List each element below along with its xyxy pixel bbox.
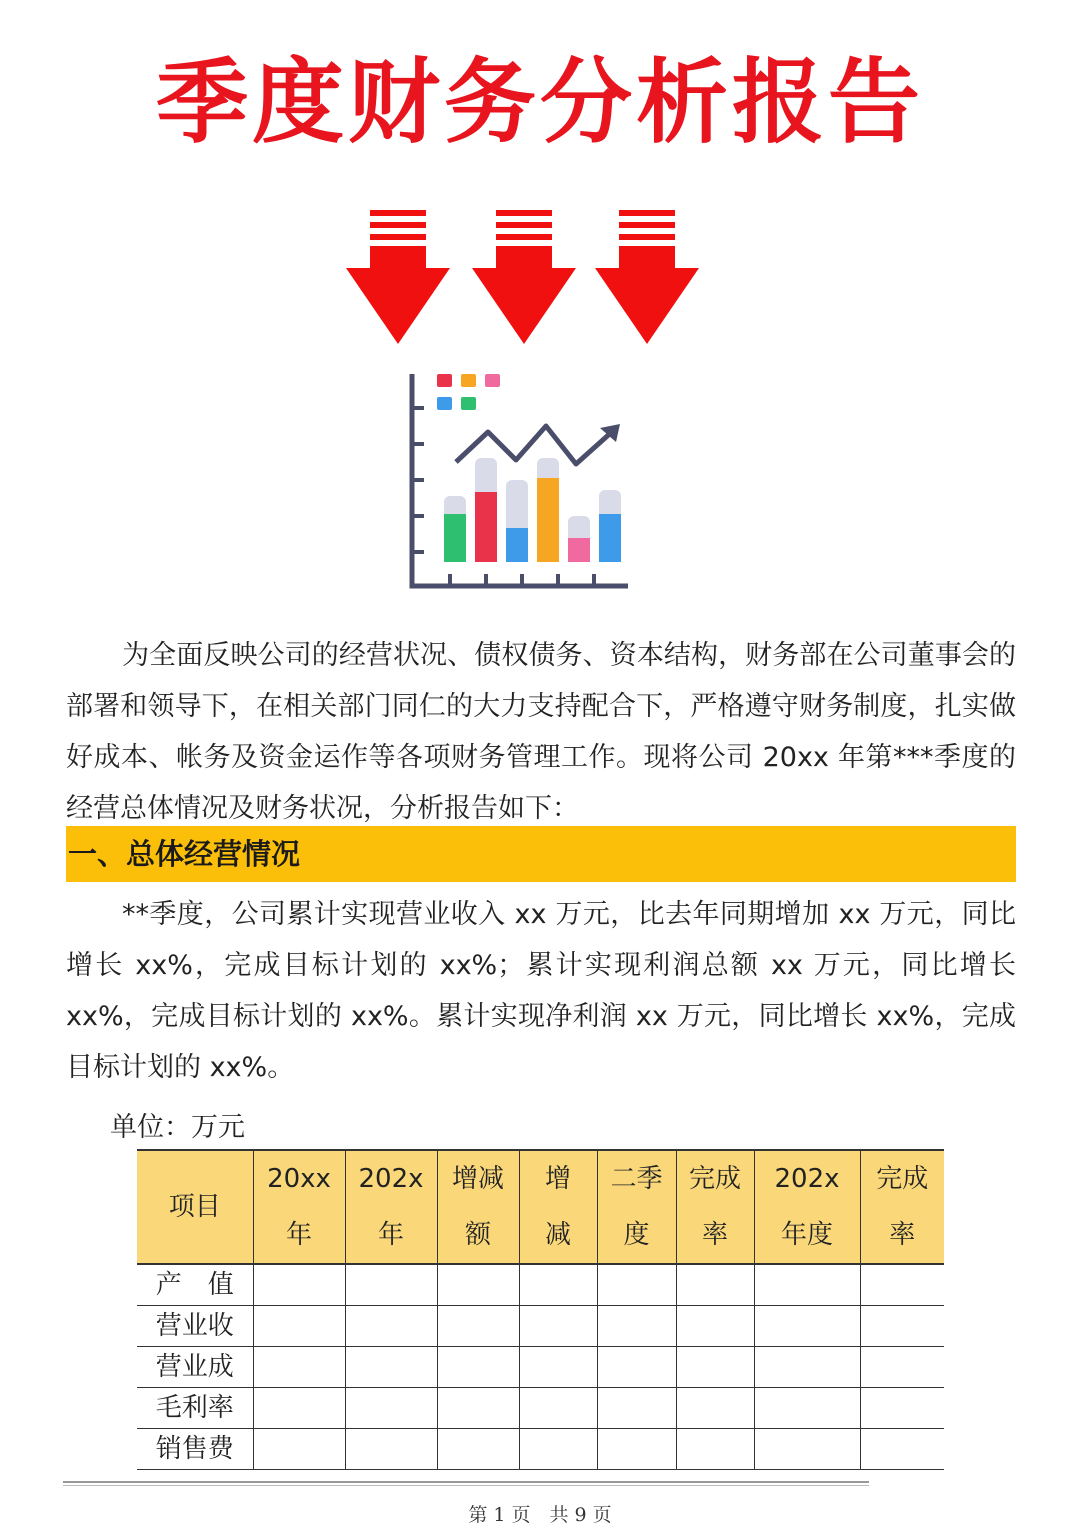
header-col: 增 减 <box>519 1150 597 1264</box>
down-arrow-icon <box>472 210 576 344</box>
table-row <box>137 1347 944 1388</box>
bar-chart-icon <box>404 368 636 600</box>
header-col: 202x 年 <box>345 1150 437 1264</box>
down-arrow-icon <box>595 210 699 344</box>
finance-table <box>137 1149 944 1470</box>
intro-text: 为全面反映公司的经营状况、债权债务、资本结构，财务部在公司董事会的部署和领导下，在相关部门同仁的大力支持配合下，严格遵守财务制度，扎实做好成本、帐务及资金运作等各项财务管理工作。现将公司 20xx 年第***季度的经营总体情况及财务状况，分析报告如下： <box>66 640 1016 824</box>
down-arrows <box>340 210 710 350</box>
table-row <box>137 1264 944 1306</box>
row-label: 营业收 <box>137 1306 253 1347</box>
page-number: 第 1 页 共 9 页 <box>468 1504 612 1526</box>
header-item: 项目 <box>137 1150 253 1264</box>
section-heading: 一、总体经营情况 <box>66 826 1016 882</box>
report-title: 季度财务分析报告 <box>155 49 924 156</box>
row-label: 营业成 <box>137 1347 253 1388</box>
header-col: 增减 额 <box>437 1150 519 1264</box>
table-header-row <box>137 1150 944 1264</box>
footer-rule <box>63 1481 869 1486</box>
intro-paragraph <box>66 630 1016 834</box>
header-col: 二季 度 <box>597 1150 676 1264</box>
header-col: 完成 率 <box>676 1150 754 1264</box>
row-label: 毛利率 <box>137 1388 253 1429</box>
unit-label: 单位：万元 <box>110 1112 245 1143</box>
table-row <box>137 1388 944 1429</box>
header-col: 20xx 年 <box>253 1150 345 1264</box>
section-body <box>66 889 1016 1093</box>
row-label: 销售费 <box>137 1429 253 1470</box>
header-col: 202x 年度 <box>754 1150 860 1264</box>
row-label: 产 值 <box>137 1264 253 1306</box>
section-body-text: **季度，公司累计实现营业收入 xx 万元，比去年同期增加 xx 万元，同比增长 xx%，完成目标计划的 xx%；累计实现利润总额 xx 万元，同比增长 xx%，完成目标计划的 xx%。累计实现净利润 xx 万元，同比增长 xx%，完成目标计划的 xx%。 <box>66 899 1016 1083</box>
table-row <box>137 1306 944 1347</box>
header-col: 完成 率 <box>860 1150 944 1264</box>
down-arrow-icon <box>346 210 450 344</box>
table-row <box>137 1429 944 1470</box>
